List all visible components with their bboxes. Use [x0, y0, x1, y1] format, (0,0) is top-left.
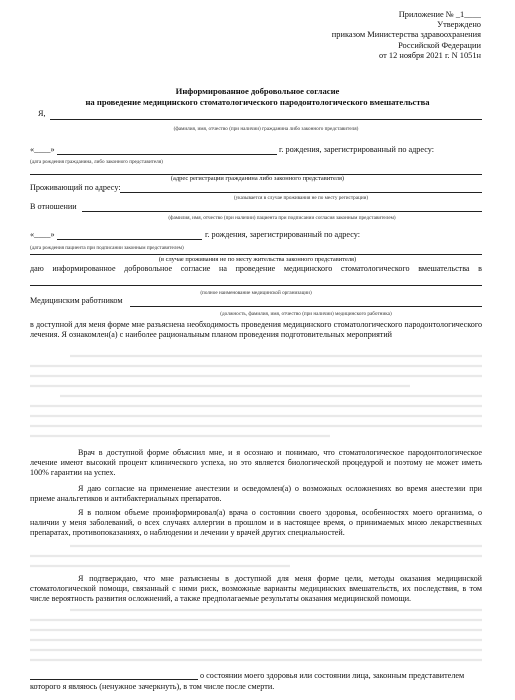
reg-caption: (адрес регистрации гражданина либо законного представителя) [170, 175, 345, 182]
title-line-1: Информированное добровольное согласие [175, 86, 340, 96]
document-title [0, 86, 515, 108]
residing-label: Проживающий по адресу: [30, 183, 121, 192]
appendix-order: приказом Министерства здравоохранения [331, 30, 481, 40]
paragraph-doctor-explained: Врач в доступной форме объяснил мне, и я осознаю и понимаю, что стоматологическое пародонтологическое лечение имеют высокий процент клинического успеха, но это является биологической процедурой и поэтому не может иметь 100% гарантии на успех. [30, 448, 482, 477]
relation-label: В отношении [30, 202, 77, 211]
paragraph-confirm: Я подтверждаю, что мне разъяснены в доступной для меня форме цели, методы оказания медицинской стоматологической помощи, связанный с ними риск, возможные варианты медицинских вмешательств, их последствия, в том числе вероятность развития осложнений, а также предполагаемые результаты оказания медицинской помощи. [30, 574, 482, 603]
faded-lines-2 [30, 542, 482, 572]
fio-caption: (фамилия, имя, отчество (при наличии) гражданина либо законного представителя) [173, 126, 359, 132]
faded-text-block [30, 350, 482, 448]
worker-caption: (должность, фамилия, имя, отчество (при наличии) медицинского работника) [220, 311, 392, 317]
birth-date-line[interactable] [57, 154, 277, 155]
faded-lines-1 [30, 350, 482, 448]
birth2-day[interactable]: «____» [30, 230, 55, 239]
relation-line[interactable] [82, 211, 482, 212]
fio-line[interactable] [50, 119, 482, 120]
birth2-caption: (дата рождения пациента при подписании законным представителем) [30, 245, 184, 251]
appendix-country: Российской Федерации [398, 40, 481, 50]
birth2-text: г. рождения, зарегистрированный по адресу: [205, 230, 361, 239]
birth2-date-line[interactable] [57, 239, 202, 240]
birth-text: г. рождения, зарегистрированный по адресу: [279, 145, 435, 154]
org-line[interactable] [30, 285, 482, 286]
appendix-date: от 12 ноября 2021 г. N 1051н [379, 50, 481, 60]
paragraph-explanation: в доступной для меня форме мне разъяснена необходимость проведения медицинского стоматологического пародонтологического лечения. Я ознакомлен(а) с наиболее рациональным планом проведения подготовительных мероприятий [30, 320, 482, 339]
person-line[interactable] [30, 679, 198, 680]
paragraph-health-info: Я в полном объеме проинформировал(а) врача о состоянии своего здоровья, особенностях моего организма, о наличии у меня заболеваний, о всех случаях аллергии в прошлом и в настоящее время, о принимаемых мною лекарственных препаратах, противопоказаниях, о наблюдении и лечении у врачей других специальностей. [30, 508, 482, 537]
paragraph-anesthesia: Я даю согласие на применение анестезии и осведомлен(а) о возможных осложнениях во время анестезии при приеме анальгетиков и антибактериальных препаратов. [30, 484, 482, 503]
appendix-number: Приложение № _1____ [398, 10, 481, 19]
faded-text-block-3 [30, 606, 482, 678]
worker-label: Медицинским работником [30, 296, 123, 305]
residing-caption: (указывается в случае проживания не по месту регистрации) [233, 195, 369, 201]
ya-label: Я, [38, 109, 46, 118]
relation-caption: (фамилия, имя, отчество (при наличии) пациента при подписании согласия законным представителем) [168, 215, 396, 221]
paragraph-last-tail: о состоянии моего здоровья или состоянии лица, законным представителем [200, 671, 465, 680]
birth-caption: (дата рождения гражданина, либо законного представителя) [30, 159, 163, 165]
appendix-header [332, 10, 481, 61]
org-caption: (полное наименование медицинской организации) [200, 290, 312, 296]
title-line-2: на проведение медицинского стоматологического пародонтологического вмешательства [85, 97, 430, 107]
faded-lines-3 [30, 606, 482, 678]
faded-text-block-2 [30, 542, 482, 572]
residing-line[interactable] [120, 192, 482, 193]
birth-day[interactable]: «____» [30, 145, 55, 154]
residence2-caption: (в случае проживания не по месту жительства законного представителя) [158, 256, 357, 263]
appendix-approved: Утверждено [437, 20, 481, 30]
residence2-line[interactable] [30, 254, 482, 255]
paragraph-last-line2: которого я являюсь (ненужное зачеркнуть), в том числе после смерти. [30, 682, 275, 691]
worker-line[interactable] [130, 306, 482, 307]
consent-text: даю информированное добровольное согласие на проведение медицинского стоматологического вмешательства в [30, 264, 482, 273]
